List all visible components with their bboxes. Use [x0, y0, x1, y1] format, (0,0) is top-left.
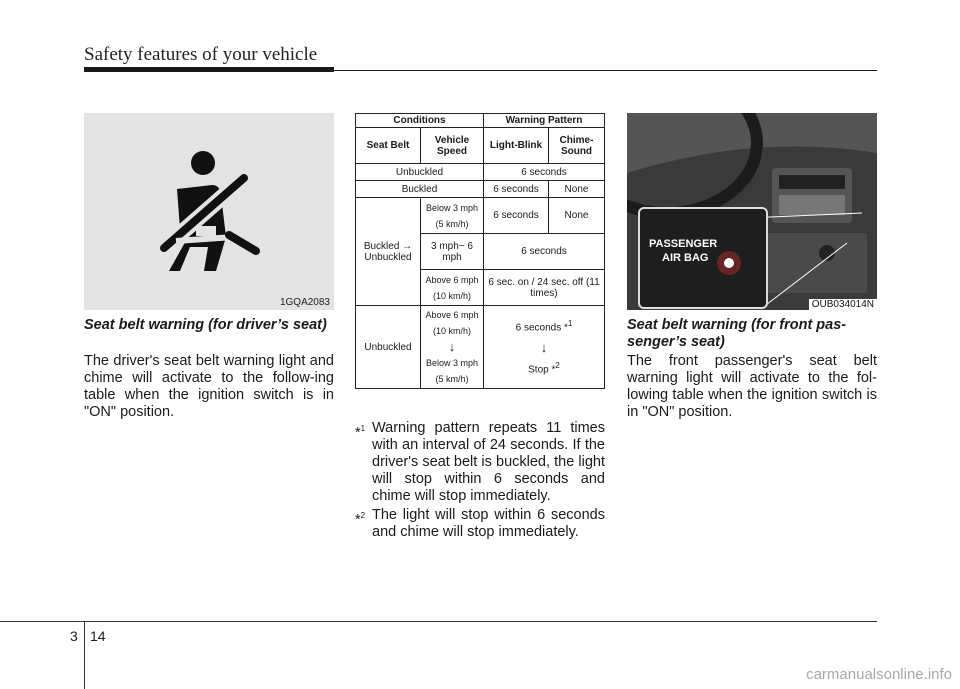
footnote-ref: 1: [567, 319, 573, 329]
callout-label-line1: PASSENGER: [649, 238, 718, 250]
table-cell: 6 seconds: [484, 181, 549, 198]
figure-code: 1GQA2083: [279, 297, 330, 308]
dashboard-illustration: [627, 113, 877, 310]
pattern-top: 6 seconds *: [515, 322, 568, 334]
table-cell: Above 6 mph (10 km/h): [421, 270, 484, 306]
table-cell: 6 sec. on / 24 sec. off (11 times): [484, 270, 605, 306]
light-blink-header: Light-Blink: [484, 128, 549, 164]
passenger-seat-caption: Seat belt warning (for front pas-senger’s seat): [627, 317, 847, 350]
seat-belt-warning-figure: [84, 113, 334, 310]
table-cell: Buckled → Unbuckled: [356, 198, 421, 306]
table-cell: 3 mph~ 6 mph: [421, 234, 484, 270]
speed-below: Below 3 mph: [425, 358, 479, 368]
footer-divider: [84, 621, 85, 689]
figure-code: OUB034014N: [809, 299, 877, 310]
table-cell: [421, 306, 484, 389]
driver-seat-body: The driver's seat belt warning light and chime will activate to the follow-ing table when the ignition switch is in "ON" position.: [84, 353, 334, 420]
warning-pattern-header: Warning Pattern: [484, 114, 605, 128]
footnote-mark: *: [355, 424, 361, 441]
footnote-mark: *: [355, 511, 361, 528]
header-rule-thin: [334, 70, 877, 71]
table-cell: [484, 306, 605, 389]
footnote-2: [355, 507, 605, 541]
table-cell: None: [549, 181, 605, 198]
table-cell: 6 seconds: [484, 198, 549, 234]
seat-belt-icon: [84, 113, 334, 310]
table-cell: None: [549, 198, 605, 234]
footer-rule: [0, 621, 877, 622]
footnote-text: Warning pattern repeats 11 times with an interval of 24 seconds. If the driver's seat belt is buckled, the light will stop within 6 seconds and chime will stop immediately.: [372, 420, 605, 504]
footnote-ref: 2: [555, 360, 560, 370]
down-arrow-icon: ↓: [448, 339, 456, 354]
page-header-title: Safety features of your vehicle: [84, 44, 318, 65]
conditions-header: Conditions: [356, 114, 484, 128]
watermark-text: carmanualsonline.info: [806, 666, 952, 683]
table-cell: 6 seconds: [484, 164, 605, 181]
chapter-number: 3: [70, 628, 78, 644]
seat-belt-header: Seat Belt: [356, 128, 421, 164]
page-number: 14: [90, 628, 106, 644]
callout-label-line2: AIR BAG: [662, 252, 709, 264]
chime-sound-header: Chime- Sound: [549, 128, 605, 164]
passenger-seat-body: The front passenger's seat belt warning light will activate to the fol-lowing table when the ignition switch is in "ON" position.: [627, 353, 877, 420]
table-cell: Unbuckled: [356, 306, 421, 389]
speed-below-unit: (5 km/h): [435, 374, 469, 384]
table-cell: Unbuckled: [356, 164, 484, 181]
header-rule: [84, 67, 334, 72]
driver-seat-caption: Seat belt warning (for driver’s seat): [84, 317, 327, 333]
footnote-number: 1: [360, 424, 366, 433]
vehicle-speed-header: Vehicle Speed: [421, 128, 484, 164]
warning-pattern-table: [355, 113, 605, 389]
footnote-number: 2: [360, 511, 366, 520]
speed-above-unit: (10 km/h): [432, 326, 471, 336]
footnote-1: [355, 420, 605, 505]
table-cell: 6 seconds: [484, 234, 605, 270]
footnote-text: The light will stop within 6 seconds and chime will stop immediately.: [372, 507, 605, 540]
passenger-airbag-photo: [627, 113, 877, 310]
speed-above: Above 6 mph: [425, 310, 479, 320]
table-cell: Below 3 mph (5 km/h): [421, 198, 484, 234]
footnotes: [355, 420, 605, 543]
table-cell: Buckled: [356, 181, 484, 198]
pattern-bottom: Stop *: [528, 363, 556, 375]
down-arrow-icon: ↓: [540, 339, 548, 355]
